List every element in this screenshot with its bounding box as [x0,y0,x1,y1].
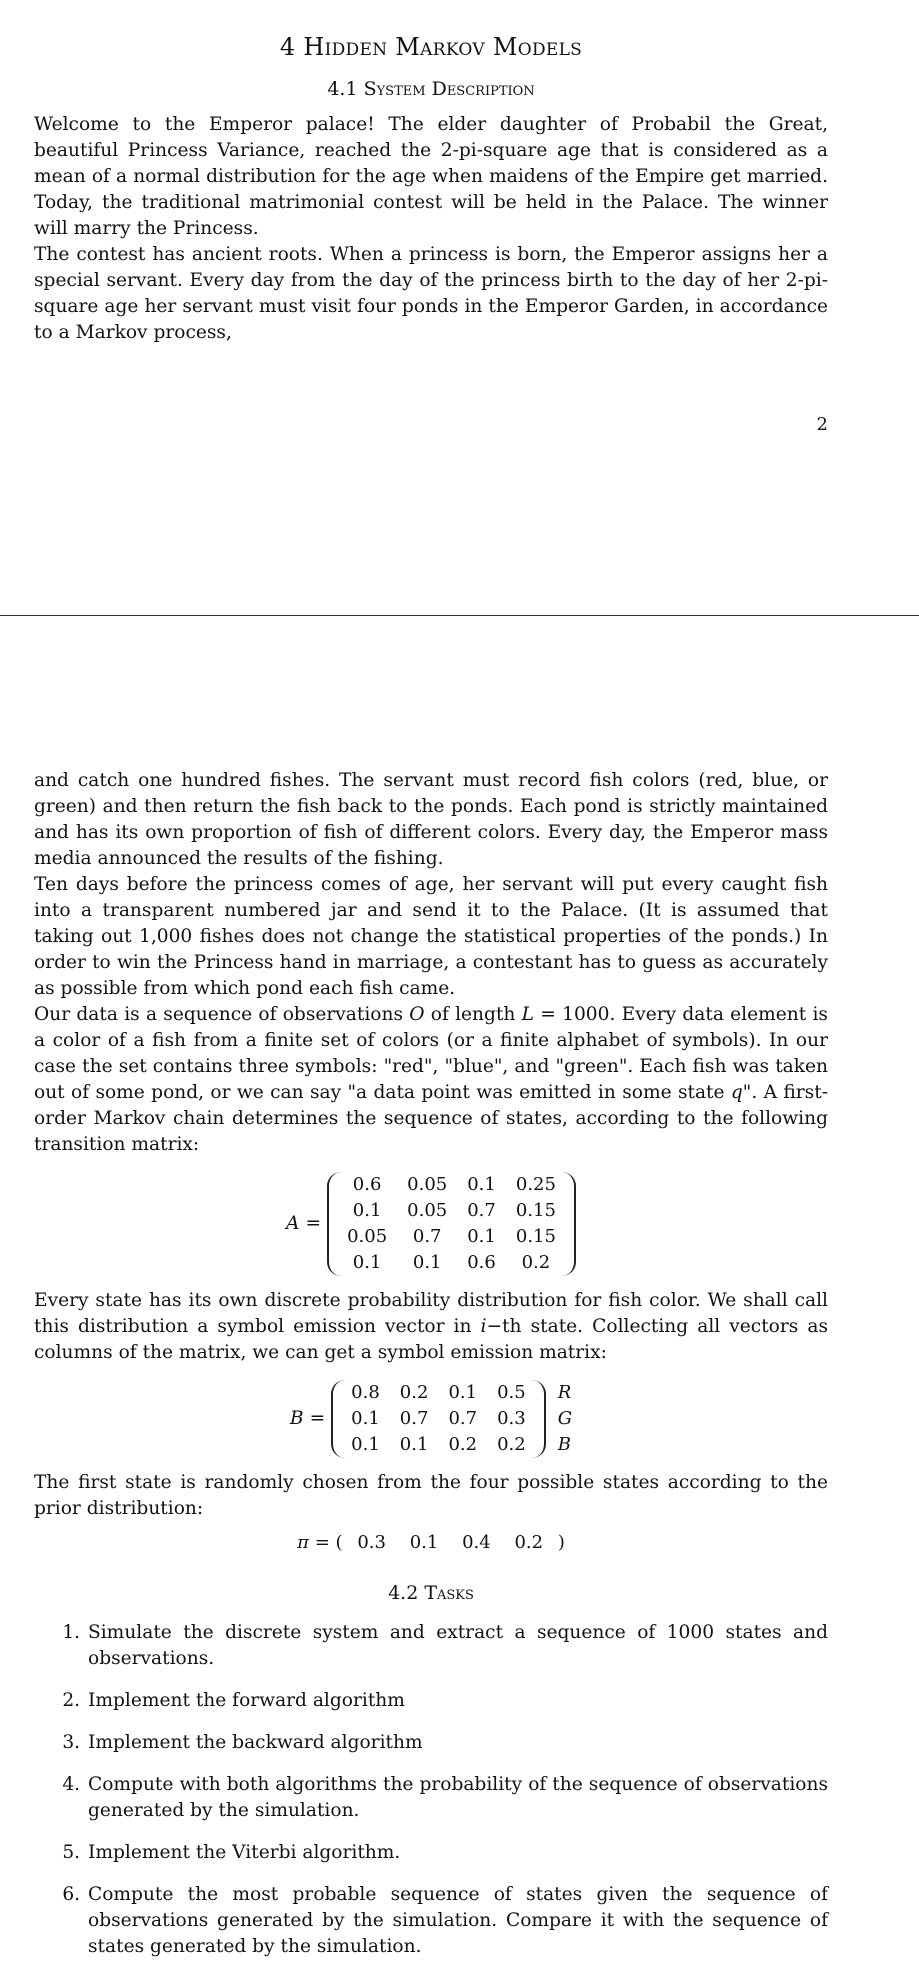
obs-text-2: of length [424,1004,522,1025]
matrix-b-cell: 0.5 [497,1382,526,1403]
task-list [34,1620,828,1960]
task-item: 4. Compute with both algorithms the probability of the sequence of observations generated by the simulation. [86,1772,828,1824]
emission-symbol-i: i [480,1316,487,1337]
paragraph-observations [34,1002,828,1158]
task-item: 1. Simulate the discrete system and extract a sequence of 1000 states and observations. [86,1620,828,1672]
row-label-b: B [557,1434,571,1455]
matrix-a-cell: 0.1 [352,1200,382,1221]
prior-value: 0.4 [462,1532,491,1553]
page-1 [34,0,828,438]
matrix-b-brackets [331,1380,546,1458]
prior-close-paren: ) [557,1532,565,1553]
matrix-b-row [341,1406,536,1432]
page-separator [0,615,919,616]
matrix-b-cell: 0.1 [399,1434,429,1455]
obs-text-1: Our data is a sequence of observations [34,1004,410,1025]
matrix-b-label: B [289,1408,304,1429]
obs-symbol-q: q [730,1082,743,1103]
paragraph-prior: The first state is randomly chosen from the four possible states according to the prior distribution: [34,1472,828,1519]
matrix-b-cell: 0.1 [448,1382,478,1403]
row-label-r: R [557,1382,572,1403]
matrix-b-cell: 0.1 [351,1408,380,1429]
matrix-b-row-labels [558,1380,572,1458]
matrix-a-cell: 0.6 [467,1252,496,1273]
page-number: 2 [816,414,828,435]
obs-text-4: ". A first-order Markov chain determines the sequence of states, according to the following transition matrix: [34,1082,828,1155]
task-item: 3. Implement the backward algorithm [86,1730,828,1756]
emission-text-1: Every state has its own discrete probability distribution for fish color. We shall call this distribution a symbol emission vector in [34,1290,828,1337]
matrix-a-cell: 0.15 [515,1226,556,1247]
chapter-title: 4 Hidden Markov Models [279,33,583,61]
section-title-system-description: 4.1 System Description [327,78,535,100]
section-title-tasks: 4.2 Tasks [388,1582,474,1604]
paragraph-catch-fish: and catch one hundred fishes. The servant must record fish colors (red, blue, or green) and then return the fish back to the ponds. Each pond is strictly maintained and has its own proportion of fish of different colors. Every day, the Emperor mass media announced the results of the fishing. [34,770,828,869]
matrix-a-row [337,1224,566,1250]
matrix-b-table [341,1380,536,1458]
paragraph-welcome: Welcome to the Emperor palace! The elder daughter of Probabil the Great, beautiful Princess Variance, reached the 2-pi-square age that is considered as a mean of a normal distribution for the age when maidens of the Empire get married. Today, the traditional matrimonial contest will be held in the Palace. The winner will marry the Princess. [34,114,828,239]
matrix-b-cell: 0.2 [448,1434,478,1455]
prior-value: 0.3 [357,1532,386,1553]
prior-value: 0.1 [409,1532,439,1553]
page-2 [34,768,828,1976]
matrix-a-cell: 0.2 [521,1252,551,1273]
matrix-a-cell: 0.15 [515,1200,556,1221]
matrix-a-table [337,1172,566,1276]
paragraph-ten-days: Ten days before the princess comes of age, her servant will put every caught fish into a transparent numbered jar and send it to the Palace. (It is assumed that taking out 1,000 fishes does not change the statistical properties of the ponds.) In order to win the Princess hand in marriage, a contestant has to guess as accurately as possible from which pond each fish came. [34,874,828,999]
matrix-a-brackets [327,1172,576,1276]
obs-symbol-o: O [409,1004,425,1025]
matrix-a-cell: 0.1 [467,1226,496,1247]
prior-open-paren: ( [335,1532,343,1553]
emission-text-2: −th state. Collecting all vectors as columns of the matrix, we can get a symbol emission matrix: [34,1316,828,1363]
matrix-b-cell: 0.2 [497,1434,526,1455]
matrix-b-row [341,1380,536,1406]
prior-vector [34,1530,828,1556]
matrix-a-row [337,1250,566,1276]
matrix-a-cell: 0.1 [467,1174,496,1195]
transition-matrix [34,1172,828,1276]
matrix-a-cell: 0.1 [412,1252,442,1273]
prior-symbol: π [297,1532,309,1553]
task-item: 5. Implement the Viterbi algorithm. [86,1840,828,1866]
matrix-b-cell: 0.2 [399,1382,429,1403]
matrix-b-equals: = [309,1408,326,1429]
prior-equals: = [314,1532,330,1553]
matrix-a-cell: 0.05 [347,1226,388,1247]
matrix-a-cell: 0.6 [352,1174,382,1195]
matrix-b-cell: 0.1 [351,1434,380,1455]
matrix-a-row [337,1198,566,1224]
matrix-a-cell: 0.1 [352,1252,382,1273]
matrix-a-cell: 0.7 [467,1200,496,1221]
emission-matrix [34,1380,828,1458]
matrix-b-cell: 0.8 [351,1382,380,1403]
obs-symbol-l: L [521,1004,535,1025]
matrix-a-row [337,1172,566,1198]
row-label-g: G [557,1408,573,1429]
matrix-a-equals: = [305,1213,322,1234]
matrix-a-cell: 0.7 [412,1226,442,1247]
matrix-b-cell: 0.7 [399,1408,429,1429]
obs-text-3: = 1000. Every data element is a color of a fish from a finite set of colors (or a finite alphabet of symbols). In our case the set contains three symbols: "red", "blue", and "green". Each fish was taken out of some pond, or we can say "a data point was emitted in some state [34,1004,828,1103]
paragraph-contest-origin: The contest has ancient roots. When a princess is born, the Emperor assigns her a special servant. Every day from the day of the princess birth to the day of her 2-pi-square age her servant must visit four ponds in the Emperor Garden, in accordance to a Markov process, [34,244,828,343]
matrix-a-label: A [286,1213,300,1234]
matrix-a-cell: 0.25 [515,1174,556,1195]
matrix-b-row [341,1432,536,1458]
prior-value: 0.2 [514,1532,544,1553]
paragraph-emission [34,1288,828,1366]
matrix-a-cell: 0.05 [407,1200,448,1221]
matrix-b-cell: 0.3 [497,1408,526,1429]
task-item: 6. Compute the most probable sequence of states given the sequence of observations generated by the simulation. Compare it with the sequence of states generated by the simulation. [86,1882,828,1960]
task-item: 2. Implement the forward algorithm [86,1688,828,1714]
matrix-a-cell: 0.05 [407,1174,448,1195]
matrix-b-cell: 0.7 [448,1408,478,1429]
